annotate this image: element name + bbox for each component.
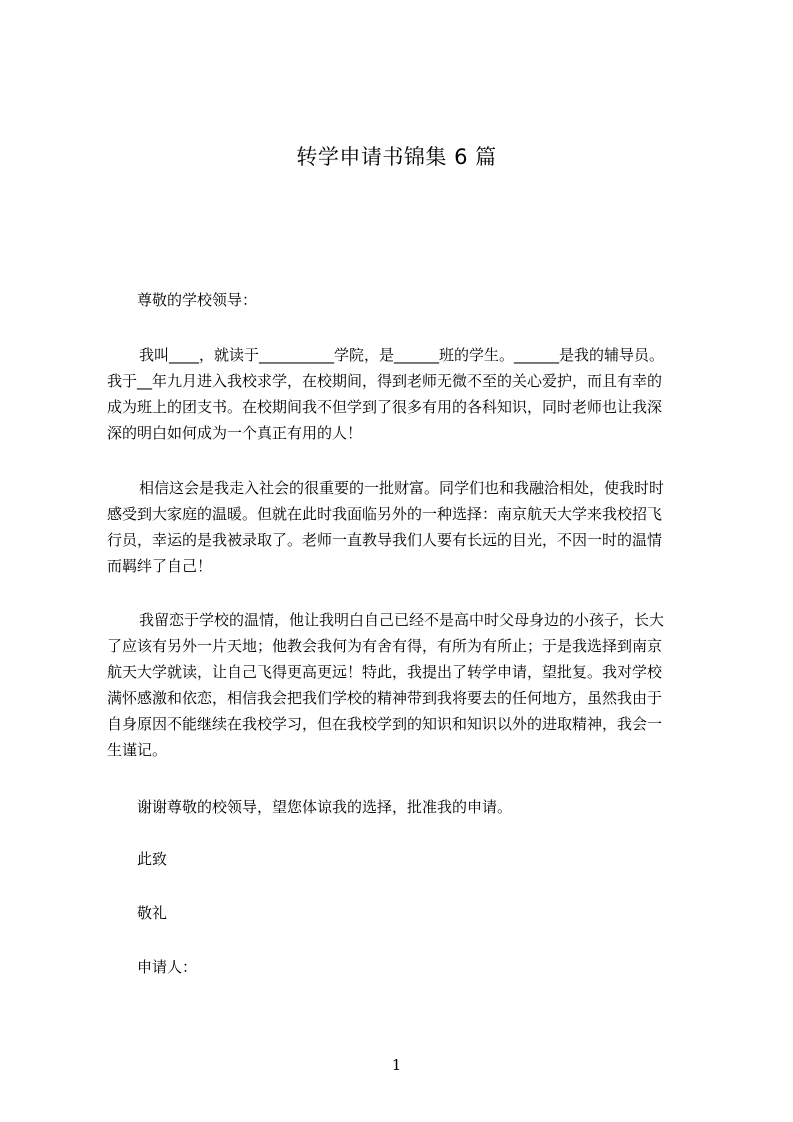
closing-jingli: 敬礼 <box>137 904 168 922</box>
page-title: 转学申请书锦集 6 篇 <box>296 145 497 169</box>
paragraph-line: 行员，幸运的是我被录取了。老师一直教导我们人要有长远的目光，不因一时的温情 <box>107 531 663 549</box>
paragraph-line: 了应该有另外一片天地；他教会我何为有舍有得，有所为有所止；于是我选择到南京 <box>107 637 663 655</box>
body-paragraph-1 <box>107 342 699 446</box>
salutation: 尊敬的学校领导： <box>137 291 258 309</box>
paragraph-line: 成为班上的团支书。在校期间我不但学到了很多有用的各科知识，同时老师也让我深 <box>107 398 663 416</box>
paragraph-line: 满怀感激和依恋，相信我会把我们学校的精神带到我将要去的任何地方，虽然我由于 <box>107 689 663 707</box>
paragraph-line: 感受到大家庭的温暖。但就在此时我面临另外的一种选择：南京航天大学来我校招飞 <box>107 505 663 523</box>
paragraph-line: 深的明白如何成为一个真正有用的人！ <box>107 424 363 442</box>
body-paragraph-3 <box>107 607 699 763</box>
paragraph-line: 相信这会是我走入社会的很重要的一批财富。同学们也和我融洽相处，使我时时 <box>139 479 665 497</box>
paragraph-line: 我留恋于学校的温情，他让我明白自己已经不是高中时父母身边的小孩子，长大 <box>139 611 665 629</box>
paragraph-line: 我叫____，就读于__________学院，是______班的学生。______是我的辅导员。 <box>139 346 665 364</box>
paragraph-line: 航天大学就读，让自己飞得更高更远！特此，我提出了转学申请，望批复。我对学校 <box>107 663 663 681</box>
body-paragraph-2 <box>107 475 699 579</box>
closing-sentence: 谢谢尊敬的校领导，望您体谅我的选择，批准我的申请。 <box>137 798 513 816</box>
paragraph-line: 自身原因不能继续在我校学习，但在我校学到的知识和知识以外的进取精神，我会一 <box>107 715 663 733</box>
paragraph-line: 生谨记。 <box>107 741 168 759</box>
paragraph-line: 而羁绊了自己！ <box>107 557 213 575</box>
closing-cizhi: 此致 <box>137 850 168 868</box>
paragraph-line: 我于__年九月进入我校求学，在校期间，得到老师无微不至的关心爱护，而且有幸的 <box>107 372 663 390</box>
page-number: 1 <box>391 1056 402 1074</box>
applicant-label: 申请人： <box>137 958 198 976</box>
